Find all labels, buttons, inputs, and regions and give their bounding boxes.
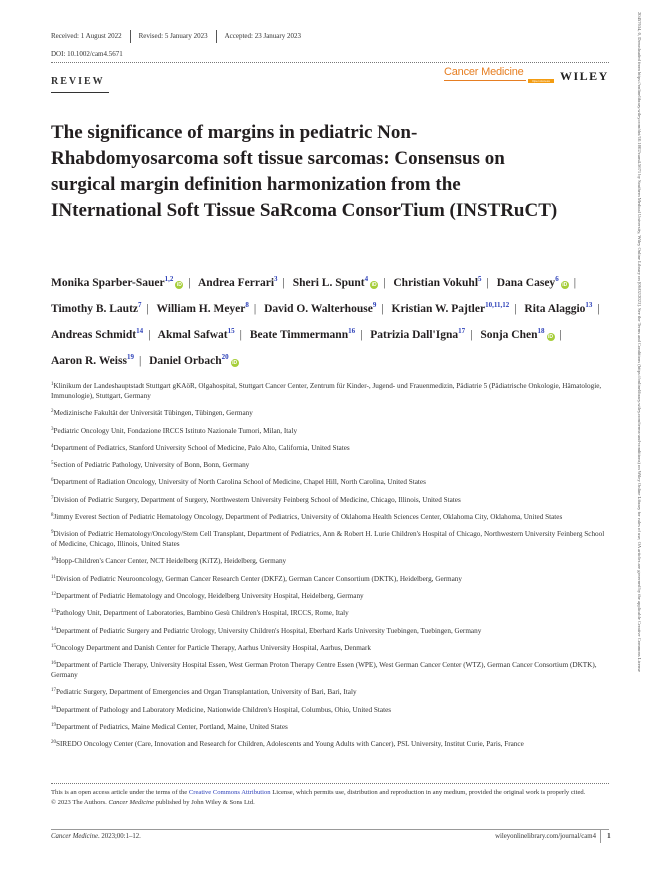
author-name[interactable]: Monika Sparber-Sauer$^{1,2}$iD — [51, 275, 182, 289]
author-separator: | — [360, 329, 363, 341]
author-affiliation-ref[interactable]: 9 — [372, 301, 377, 309]
author-name[interactable]: Sheri L. Spunt$^4$iD — [292, 275, 377, 289]
author-affiliation-ref[interactable]: 15 — [227, 327, 235, 335]
author-name[interactable]: David O. Walterhouse$^9$ — [264, 301, 377, 315]
journal-url[interactable]: wileyonlinelibrary.com/journal/cam4 — [495, 833, 596, 840]
received-date: Received: 1 August 2022 — [51, 30, 131, 43]
orcid-icon[interactable]: iD — [176, 282, 182, 288]
author-separator: | — [148, 329, 151, 341]
copyright-text: © 2023 The Authors. Cancer Medicine published by John Wiley & Sons Ltd. — [51, 798, 255, 806]
author-name[interactable]: Dana Casey$^6$iD — [496, 275, 568, 289]
affiliation: $^{18}$Department of Pathology and Laboratory Medicine, Nationwide Children's Hospital, Columbus, Ohio, United States — [51, 705, 392, 714]
author-list — [51, 268, 611, 372]
article-title: The significance of margins in pediatric Non-Rhabdomyosarcoma soft tissue sarcomas: Consensus on surgical margin definition harmonization from the INternational Soft Tissue SaRcoma ConsorTium (INSTRuCT) — [51, 122, 558, 221]
author-separator: | — [282, 277, 285, 289]
journal-name: Cancer Medicine — [444, 66, 524, 78]
affiliation: $^{13}$Pathology Unit, Department of Laboratories, Bambino Gesù Children's Hospital, IRCCS, Rome, Italy — [51, 609, 349, 618]
author-affiliation-ref[interactable]: 14 — [136, 327, 144, 335]
affiliation: $^7$Division of Pediatric Surgery, Department of Surgery, Northwestern University Feinberg School of Medicine, Chicago, Illinois, United States — [51, 495, 461, 504]
revised-date: Revised: 5 January 2023 — [131, 30, 217, 43]
author-affiliation-ref[interactable]: 20 — [221, 353, 229, 361]
header-divider — [51, 62, 609, 63]
affiliation: $^{14}$Department of Pediatric Surgery and Pediatric Urology, University Children's Hospital, Eberhard Karls University Tuebingen, Tuebingen, Germany — [51, 626, 482, 635]
accepted-date: Accepted: 23 January 2023 — [224, 32, 301, 40]
author-separator: | — [253, 303, 257, 315]
author-affiliation-ref[interactable]: 16 — [348, 327, 356, 335]
author-separator: | — [188, 277, 191, 289]
affiliation: $^{11}$Division of Pediatric Neurooncology, German Cancer Research Center (DKFZ), German Cancer Consortium (DKTK), Heidelberg, Germany — [51, 574, 462, 583]
orcid-icon[interactable]: iD — [548, 334, 554, 340]
affiliation: $^9$Division of Pediatric Hematology/Oncology/Stem Cell Transplant, Department of Pediatrics, Ann & Robert H. Lurie Children's Hospital of Chicago, Northwestern University Feinberg School of Medicine, Chicago, Illinois, United States — [51, 530, 605, 549]
author-name[interactable]: Sonja Chen$^{18}$iD — [480, 327, 554, 341]
affiliation: $^{12}$Department of Pediatric Hematology and Oncology, Heidelberg University Hospital, Heidelberg, Germany — [51, 592, 364, 601]
author-affiliation-ref[interactable]: 5 — [478, 275, 482, 283]
author-affiliation-ref[interactable]: 6 — [555, 275, 559, 283]
article-dates — [51, 30, 309, 43]
author-separator: | — [383, 277, 386, 289]
open-access-badge: Open Access — [528, 79, 554, 83]
author-affiliation-ref[interactable]: 18 — [537, 327, 545, 335]
author-name[interactable]: William H. Meyer$^8$ — [156, 301, 249, 315]
affiliation: $^5$Section of Pediatric Pathology, University of Bonn, Bonn, Germany — [51, 461, 250, 470]
author-separator: | — [146, 303, 149, 315]
affiliation: $^6$Department of Radiation Oncology, University of North Carolina School of Medicine, Chapel Hill, North Carolina, United States — [51, 478, 426, 487]
author-separator: | — [573, 277, 576, 289]
license-text: This is an open access article under the terms of the Creative Commons Attribution License, which permits use, distribution and reproduction in any medium, provided the original work is properly cited. — [51, 789, 586, 796]
affiliation: $^{16}$Department of Particle Therapy, University Hospital Essen, West German Proton Therapy Centre Essen (WPE), West German Cancer Center (WTZ), German Cancer Consortium (DKTK), Germany — [51, 661, 597, 680]
author-name[interactable]: Aaron R. Weiss$^{19}$ — [51, 353, 134, 367]
author-name[interactable]: Akmal Safwat$^{15}$ — [157, 327, 235, 341]
author-separator: | — [239, 329, 242, 341]
license-block — [51, 788, 611, 807]
affiliation: $^{10}$Hopp-Children's Cancer Center, NCT Heidelberg (KiTZ), Heidelberg, Germany — [51, 557, 287, 566]
author-affiliation-ref[interactable]: 19 — [126, 353, 134, 361]
author-affiliation-ref[interactable]: 13 — [585, 301, 593, 309]
cc-license-link[interactable]: Creative Commons Attribution — [188, 789, 271, 796]
author-affiliation-ref[interactable]: 7 — [138, 301, 142, 309]
license-divider — [51, 783, 609, 784]
download-sidebar — [632, 12, 646, 860]
author-separator: | — [597, 303, 600, 315]
author-affiliation-ref[interactable]: 17 — [458, 327, 466, 335]
author-name[interactable]: Kristian W. Pajtler$^{10,11,12}$ — [391, 301, 510, 315]
author-name[interactable]: Andrea Ferrari$^3$ — [197, 275, 278, 289]
footer-citation: Cancer Medicine. 2023;00:1–12. — [51, 833, 141, 840]
affiliation-list — [51, 380, 611, 756]
orcid-icon[interactable]: iD — [371, 282, 377, 288]
affiliation: $^{15}$Oncology Department and Danish Center for Particle Therapy, Aarhus University Hospital, Aarhus, Denmark — [51, 643, 371, 652]
journal-logo[interactable] — [444, 66, 556, 86]
author-name[interactable]: Rita Alaggio$^{13}$ — [524, 301, 593, 315]
journal-logo-bar — [444, 80, 526, 81]
article-type-underline — [51, 92, 109, 93]
author-separator: | — [486, 277, 489, 289]
author-separator: | — [470, 329, 473, 341]
orcid-icon[interactable]: iD — [232, 360, 238, 366]
author-separator: | — [514, 303, 517, 315]
author-name[interactable]: Patrizia Dall'Igna$^{17}$ — [370, 327, 466, 341]
affiliation: $^{19}$Department of Pediatrics, Maine Medical Center, Portland, Maine, United States — [51, 723, 288, 732]
affiliation: $^4$Department of Pediatrics, Stanford University School of Medicine, Palo Alto, California, United States — [51, 443, 350, 452]
footer-divider — [51, 829, 609, 830]
orcid-icon[interactable]: iD — [562, 282, 568, 288]
affiliation: $^{20}$SIREDO Oncology Center (Care, Innovation and Research for Children, Adolescents and Young Adults with Cancer), PSL University, Institut Curie, Paris, France — [51, 740, 524, 749]
doi[interactable]: DOI: 10.1002/cam4.5671 — [51, 50, 123, 58]
author-affiliation-ref[interactable]: 4 — [364, 275, 369, 283]
download-notice: 20457634, 0, Downloaded from https://onlinelibrary.wiley.com/doi/10.1002/cam4.5671 by Southern Medical University, Wiley Online Library on [06/02/2023]. See the Terms and Conditions (https://onlinelibrary.wiley.com/terms-and-conditions) on Wiley Online Library for rules of use; OA articles are governed by the applicable Creative Commons License — [637, 12, 642, 673]
affiliation: $^2$Medizinische Fakultät der Universität Tübingen, Tübingen, Germany — [51, 409, 253, 418]
author-affiliation-ref[interactable]: 3 — [274, 275, 278, 283]
author-affiliation-ref[interactable]: 8 — [245, 301, 249, 309]
author-separator: | — [559, 329, 562, 341]
author-name[interactable]: Andreas Schmidt$^{14}$ — [51, 327, 144, 341]
affiliation: $^8$Jimmy Everest Section of Pediatric Hematology Oncology, Department of Pediatrics, University of Oklahoma Health Sciences Center, Oklahoma City, Oklahoma, United States — [51, 512, 563, 521]
author-name[interactable]: Beate Timmermann$^{16}$ — [249, 327, 356, 341]
publisher-logo[interactable]: WILEY — [560, 69, 609, 83]
affiliation: $^1$Klinikum der Landeshauptstadt Stuttgart gKAöR, Olgahospital, Stuttgart Cancer Center, Zentrum für Kinder-, Jugend- und Frauenmedizin, Pädiatrie 5 (Pädiatrische Onkologie, Hämatologie, Immunologie), Stuttgart, Germany — [51, 382, 602, 400]
author-affiliation-ref[interactable]: 10,11,12 — [485, 301, 510, 309]
author-name[interactable]: Christian Vokuhl$^5$ — [393, 275, 482, 289]
article-type: REVIEW — [51, 76, 105, 87]
author-name[interactable]: Timothy B. Lautz$^7$ — [51, 301, 142, 315]
author-affiliation-ref[interactable]: 1,2 — [164, 275, 174, 283]
affiliation: $^3$Pediatric Oncology Unit, Fondazione IRCCS Istituto Nazionale Tumori, Milan, Italy — [51, 426, 298, 435]
author-separator: | — [381, 303, 384, 315]
affiliation: $^{17}$Pediatric Surgery, Department of Emergencies and Organ Transplantation, University of Bari, Bari, Italy — [51, 688, 357, 697]
page-number: 1 — [600, 829, 611, 843]
author-separator: | — [138, 355, 142, 367]
author-name[interactable]: Daniel Orbach$^{20}$iD — [149, 353, 238, 367]
